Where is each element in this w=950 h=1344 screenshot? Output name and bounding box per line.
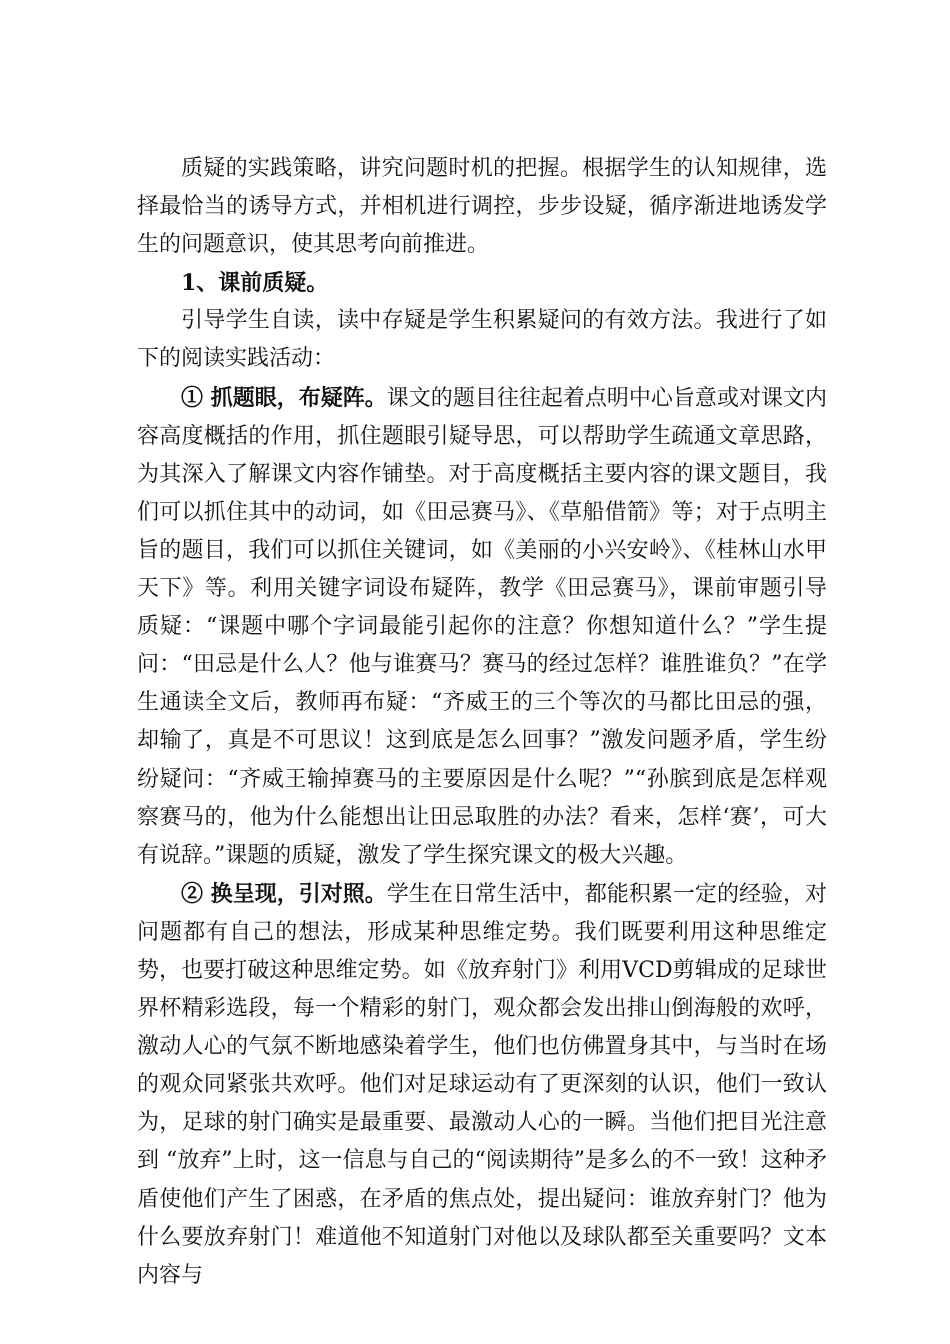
paragraph-item-1 [137, 379, 827, 875]
paragraph-intro: 质疑的实践策略，讲究问题时机的把握。根据学生的认知规律，选择最恰当的诱导方式，并相机进行调控，步步设疑，循序渐进地诱发学生的问题意识，使其思考向前推进。 [137, 156, 827, 258]
item-2-body: 学生在日常生活中，都能积累一定的经验，对问题都有自己的想法，形成某种思维定势。我们既要利用这种思维定势，也要打破这种思维定势。如《放弃射门》利用VCD剪辑成的足球世界杯精彩选段，每一个精彩的射门，观众都会发出排山倒海般的欢呼，激动人心的气氛不断地感染着学生，他们也仿佛置身其中，与当时在场的观众同紧张共欢呼。他们对足球运动有了更深刻的认识，他们一致认为，足球的射门确实是最重要、最激动人心的一瞬。当他们把目光注意到 “放弃”上时，这一信息与自己的“阅读期待”是多么的不一致！这种矛盾使他们产生了困惑，在矛盾的焦点处，提出疑问：谁放弃射门？他为什么要放弃射门！难道他不知道射门对他以及球队都至关重要吗？文本内容与 [137, 881, 827, 1288]
item-1-title: ① 抓题眼，布疑阵。 [181, 384, 387, 411]
section-heading: 1、课前质疑。 [181, 270, 329, 297]
item-2-title: ② 换呈现，引对照。 [181, 880, 387, 907]
paragraph-guided-reading: 引导学生自读，读中存疑是学生积累疑问的有效方法。我进行了如下的阅读实践活动： [137, 308, 827, 372]
paragraph-item-2 [137, 875, 827, 1295]
item-1-body: 课文的题目往往起着点明中心旨意或对课文内容高度概括的作用，抓住题眼引疑导思，可以帮助学生疏通文章思路，为其深入了解课文内容作铺垫。对于高度概括主要内容的课文题目，我们可以抓住其中的动词，如《田忌赛马》、《草船借箭》等；对于点明主旨的题目，我们可以抓住关键词，如《美丽的小兴安岭》、《桂林山水甲天下》等。利用关键字词设布疑阵，教学《田忌赛马》，课前审题引导质疑：“课题中哪个字词最能引起你的注意？你想知道什么？”学生提问：“田忌是什么人？他与谁赛马？赛马的经过怎样？谁胜谁负？”在学生通读全文后，教师再布疑：“齐威王的三个等次的马都比田忌的强，却输了，真是不可思议！这到底是怎么回事？”激发问题矛盾，学生纷纷疑问：“齐威王输掉赛马的主要原因是什么呢？”“孙膑到底是怎样观察赛马的，他为什么能想出让田忌取胜的办法？看来，怎样‘赛’，可大有说辞。”课题的质疑，激发了学生探究课文的极大兴趣。 [137, 385, 827, 868]
document-page [137, 150, 827, 1295]
